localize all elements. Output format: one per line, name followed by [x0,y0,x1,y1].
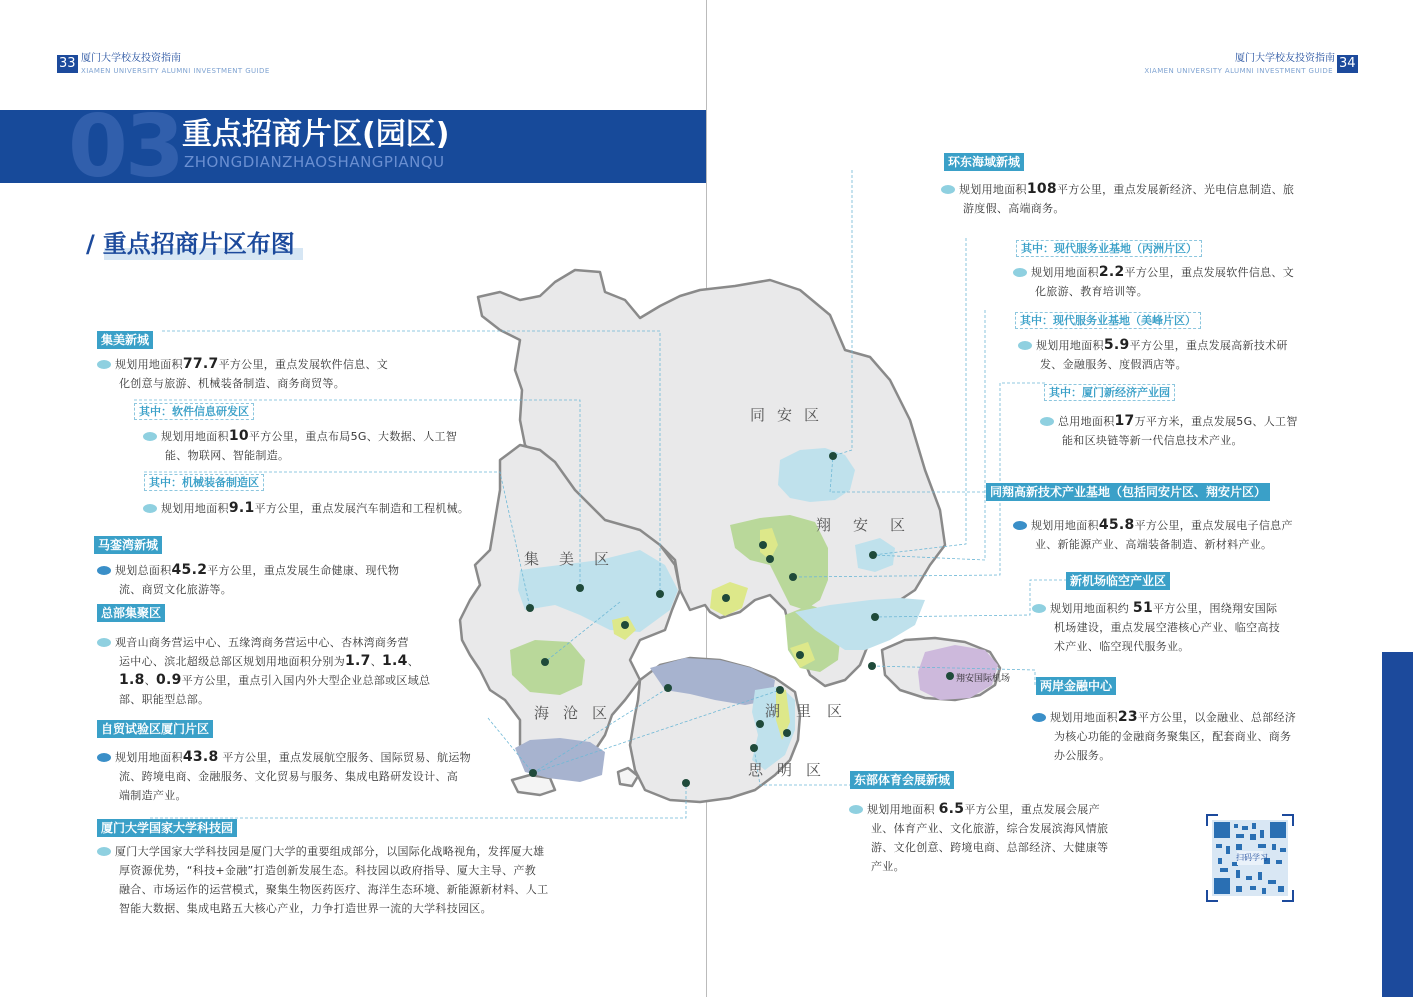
left-page-number: 33 [59,56,76,71]
text-east-sports-expo: 规划用地面积 6.5平方公里，重点发展会展产 业、体育产业、文化旅游，综合发展滨海风情旅 游、文化创意、跨境电商、总部经济、大健康等 产业。 [849,800,1129,876]
bullet-icon [1013,268,1027,277]
tag-cross-strait-finance: 两岸金融中心 [1036,677,1116,695]
district-siming: 思明区 [748,761,836,779]
text-airport-industry: 规划用地面积约 51平方公里，围绕翔安国际 机场建设，重点发展空港核心产业、临空高技 术产业、临空现代服务业。 [1032,599,1312,656]
text-maluanwan: 规划总面积45.2平方公里，重点发展生命健康、现代物 流、商贸文化旅游等。 [97,561,417,599]
tag-maluanwan: 马銮湾新城 [94,536,162,554]
text-tongxiang-hitech: 规划用地面积45.8平方公里，重点发展电子信息产 业、新能源产业、高端装备制造、新材料产业。 [1013,516,1313,554]
tag-headquarters: 总部集聚区 [97,604,165,622]
bullet-icon [97,847,111,856]
bullet-icon [1013,521,1027,530]
text-cross-strait-finance: 规划用地面积23平方公里，以金融业、总部经济 为核心功能的金融商务聚集区，配套商业、商务 办公服务。 [1032,708,1312,765]
subtag-bingzhou: 其中：现代服务业基地（丙洲片区） [1016,240,1202,257]
left-header-subtitle: XIAMEN UNIVERSITY ALUMNI INVESTMENT GUIDE [81,67,270,75]
bullet-icon [1018,341,1032,350]
text-jimei-software: 规划用地面积10平方公里，重点布局5G、大数据、人工智 能、物联网、智能制造。 [143,427,473,465]
bullet-icon [941,185,955,194]
text-huandong: 规划用地面积108平方公里，重点发展新经济、光电信息制造、旅 游度假、高端商务。 [941,180,1311,218]
tag-ftz: 自贸试验区厦门片区 [97,720,213,738]
district-haicang: 海沧区 [534,704,622,722]
subtag-jimei-machinery: 其中：机械装备制造区 [144,474,264,491]
text-meifeng: 规划用地面积5.9平方公里，重点发展高新技术研 发、金融服务、度假酒店等。 [1018,336,1318,374]
qr-caption: 扫码学习 [1236,853,1268,862]
bullet-icon [1032,604,1046,613]
right-page-number: 34 [1339,56,1356,71]
text-headquarters: 观音山商务营运中心、五缘湾商务营运中心、杏林湾商务营 运中心、滨北超级总部区规划用地面积分别为1.7、1.4、 1.8、0.9平方公里，重点引入国内外大型企业总部或区域总 部、职能型总部。 [97,633,437,709]
tag-xmu-sciencepark: 厦门大学国家大学科技园 [97,819,237,837]
text-jimei-newcity: 规划用地面积77.7平方公里，重点发展软件信息、文 化创意与旅游、机械装备制造、商务商贸等。 [97,355,397,393]
bullet-icon [849,805,863,814]
left-header-title: 厦门大学校友投资指南 [81,53,181,64]
section-title: / 重点招商片区布图 [86,228,295,260]
tag-airport-industry: 新机场临空产业区 [1066,572,1170,590]
text-ftz: 规划用地面积43.8 平方公里，重点发展航空服务、国际贸易、航运物 流、跨境电商、金融服务、文化贸易与服务、集成电路研发设计、高 端制造产业。 [97,748,497,805]
bullet-icon [143,504,157,513]
district-huli: 湖里区 [765,702,859,720]
tag-east-sports-expo: 东部体育会展新城 [850,771,954,789]
bullet-icon [143,432,157,441]
right-header-title: 厦门大学校友投资指南 [1235,53,1335,64]
tag-jimei-newcity: 集美新城 [97,331,153,349]
subtag-new-economy-park: 其中：厦门新经济产业园 [1044,384,1175,401]
airport-label: 翔安国际机场 [956,674,1011,684]
bullet-icon [97,360,111,369]
text-bingzhou: 规划用地面积2.2平方公里，重点发展软件信息、文 化旅游、教育培训等。 [1013,263,1313,301]
tag-huandong: 环东海域新城 [944,153,1024,171]
text-new-economy-park: 总用地面积17万平方米，重点发展5G、人工智 能和区块链等新一代信息技术产业。 [1040,412,1310,450]
district-xiangan: 翔安区 [816,516,928,534]
right-header-subtitle: XIAMEN UNIVERSITY ALUMNI INVESTMENT GUIDE [1144,67,1333,75]
tag-tongxiang-hitech: 同翔高新技术产业基地（包括同安片区、翔安片区） [986,483,1270,501]
zone-tongan-blue [778,448,855,502]
text-jimei-machinery: 规划用地面积9.1平方公里，重点发展汽车制造和工程机械。 [143,499,483,518]
district-tongan: 同安区 [750,406,832,424]
district-jimei: 集美区 [524,550,630,568]
chapter-title: 重点招商片区(园区) [182,117,450,152]
bullet-icon [97,566,111,575]
bullet-icon [97,753,111,762]
bullet-icon [1032,713,1046,722]
chapter-number: 03 [68,97,182,197]
bullet-icon [97,638,111,647]
bullet-icon [1040,417,1054,426]
chapter-title-pinyin: ZHONGDIANZHAOSHANGPIANQU [184,153,445,171]
subtag-jimei-software: 其中：软件信息研发区 [134,403,254,420]
text-xmu-sciencepark: 厦门大学国家大学科技园是厦门大学的重要组成部分，以国际化战略视角，发挥厦大雄 厚资源优势，“科技+金融”打造创新发展生态。科技园以政府指导、厦大主导、产教 融合、市场运作的运营模式，聚集生物医药医疗、海洋生态环境、新能源新材料、人工 智能大数据、集成电路五大核心产业，力争打造世界一流的大学科技园区。 [97,842,587,918]
subtag-meifeng: 其中：现代服务业基地（美峰片区） [1015,312,1201,329]
